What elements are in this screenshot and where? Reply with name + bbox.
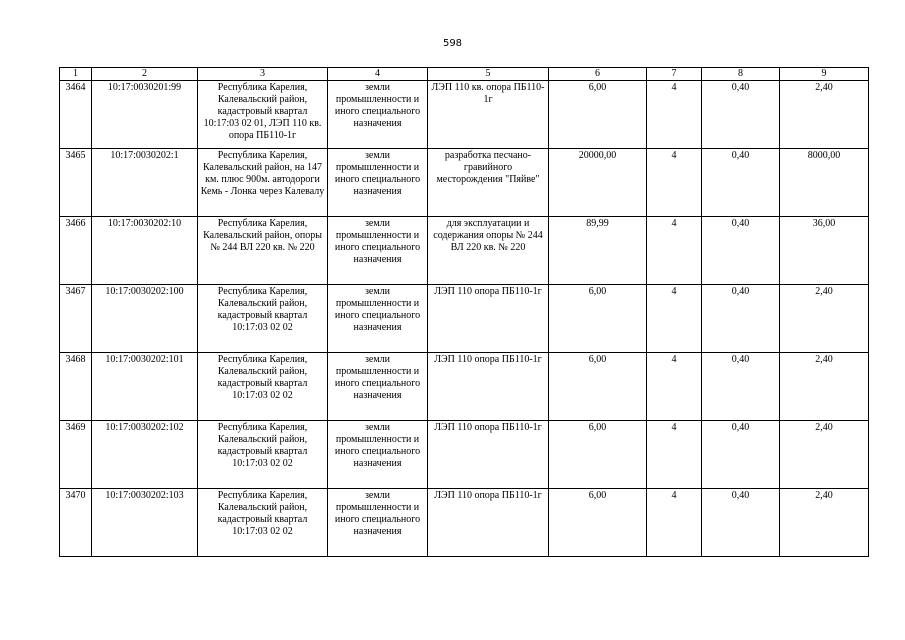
rate-value: 0,40 — [702, 149, 780, 217]
column-7-value: 4 — [647, 353, 702, 421]
record-number: 3464 — [60, 81, 92, 149]
land-category: земли промышленности и иного специального назначения — [328, 285, 428, 353]
column-7-value: 4 — [647, 81, 702, 149]
column-7-value: 4 — [647, 149, 702, 217]
rate-value: 0,40 — [702, 81, 780, 149]
column-header: 3 — [198, 68, 328, 81]
area-value: 89,99 — [549, 217, 647, 285]
sum-value: 36,00 — [780, 217, 869, 285]
column-header: 5 — [428, 68, 549, 81]
cadastral-number: 10:17:0030202:103 — [92, 489, 198, 557]
record-number: 3467 — [60, 285, 92, 353]
record-number: 3468 — [60, 353, 92, 421]
column-7-value: 4 — [647, 217, 702, 285]
location-address: Республика Карелия, Калевальский район, на 147 км. плюс 900м. автодороги Кемь - Лонка через Калевалу — [198, 149, 328, 217]
land-category: земли промышленности и иного специального назначения — [328, 81, 428, 149]
record-number: 3465 — [60, 149, 92, 217]
sum-value: 8000,00 — [780, 149, 869, 217]
location-address: Республика Карелия, Калевальский район, кадастровый квартал 10:17:03 02 01, ЛЭП 110 кв. опора ПБ110-1г — [198, 81, 328, 149]
permitted-use: для эксплуатации и содержания опоры № 244 ВЛ 220 кв. № 220 — [428, 217, 549, 285]
cadastral-number: 10:17:0030202:101 — [92, 353, 198, 421]
sum-value: 2,40 — [780, 421, 869, 489]
cadastral-number: 10:17:0030201:99 — [92, 81, 198, 149]
table-row — [60, 489, 869, 557]
table-row — [60, 285, 869, 353]
column-header: 2 — [92, 68, 198, 81]
permitted-use: ЛЭП 110 опора ПБ110-1г — [428, 285, 549, 353]
land-category: земли промышленности и иного специального назначения — [328, 421, 428, 489]
column-header: 6 — [549, 68, 647, 81]
area-value: 6,00 — [549, 353, 647, 421]
column-header: 7 — [647, 68, 702, 81]
location-address: Республика Карелия, Калевальский район, кадастровый квартал 10:17:03 02 02 — [198, 353, 328, 421]
land-category: земли промышленности и иного специального назначения — [328, 489, 428, 557]
area-value: 20000,00 — [549, 149, 647, 217]
location-address: Республика Карелия, Калевальский район, кадастровый квартал 10:17:03 02 02 — [198, 489, 328, 557]
column-number-row — [60, 68, 869, 81]
area-value: 6,00 — [549, 81, 647, 149]
location-address: Республика Карелия, Калевальский район, опоры № 244 ВЛ 220 кв. № 220 — [198, 217, 328, 285]
record-number: 3466 — [60, 217, 92, 285]
table-row — [60, 353, 869, 421]
cadastral-number: 10:17:0030202:1 — [92, 149, 198, 217]
sum-value: 2,40 — [780, 353, 869, 421]
column-header: 8 — [702, 68, 780, 81]
column-7-value: 4 — [647, 285, 702, 353]
sum-value: 2,40 — [780, 81, 869, 149]
rate-value: 0,40 — [702, 489, 780, 557]
land-category: земли промышленности и иного специального назначения — [328, 217, 428, 285]
table-row — [60, 217, 869, 285]
permitted-use: ЛЭП 110 кв. опора ПБ110-1г — [428, 81, 549, 149]
rate-value: 0,40 — [702, 421, 780, 489]
column-header: 4 — [328, 68, 428, 81]
page-number: 598 — [442, 38, 463, 49]
land-category: земли промышленности и иного специального назначения — [328, 149, 428, 217]
sum-value: 2,40 — [780, 285, 869, 353]
permitted-use: ЛЭП 110 опора ПБ110-1г — [428, 421, 549, 489]
record-number: 3470 — [60, 489, 92, 557]
area-value: 6,00 — [549, 421, 647, 489]
rate-value: 0,40 — [702, 353, 780, 421]
land-register-table — [59, 67, 869, 557]
table-row — [60, 149, 869, 217]
record-number: 3469 — [60, 421, 92, 489]
rate-value: 0,40 — [702, 217, 780, 285]
permitted-use: ЛЭП 110 опора ПБ110-1г — [428, 489, 549, 557]
column-7-value: 4 — [647, 421, 702, 489]
table-row — [60, 81, 869, 149]
sum-value: 2,40 — [780, 489, 869, 557]
area-value: 6,00 — [549, 285, 647, 353]
permitted-use: ЛЭП 110 опора ПБ110-1г — [428, 353, 549, 421]
location-address: Республика Карелия, Калевальский район, кадастровый квартал 10:17:03 02 02 — [198, 285, 328, 353]
rate-value: 0,40 — [702, 285, 780, 353]
permitted-use: разработка песчано-гравийного месторождения "Пяйве" — [428, 149, 549, 217]
cadastral-number: 10:17:0030202:10 — [92, 217, 198, 285]
column-header: 1 — [60, 68, 92, 81]
column-header: 9 — [780, 68, 869, 81]
cadastral-number: 10:17:0030202:100 — [92, 285, 198, 353]
location-address: Республика Карелия, Калевальский район, кадастровый квартал 10:17:03 02 02 — [198, 421, 328, 489]
cadastral-number: 10:17:0030202:102 — [92, 421, 198, 489]
column-7-value: 4 — [647, 489, 702, 557]
area-value: 6,00 — [549, 489, 647, 557]
table-row — [60, 421, 869, 489]
land-category: земли промышленности и иного специального назначения — [328, 353, 428, 421]
